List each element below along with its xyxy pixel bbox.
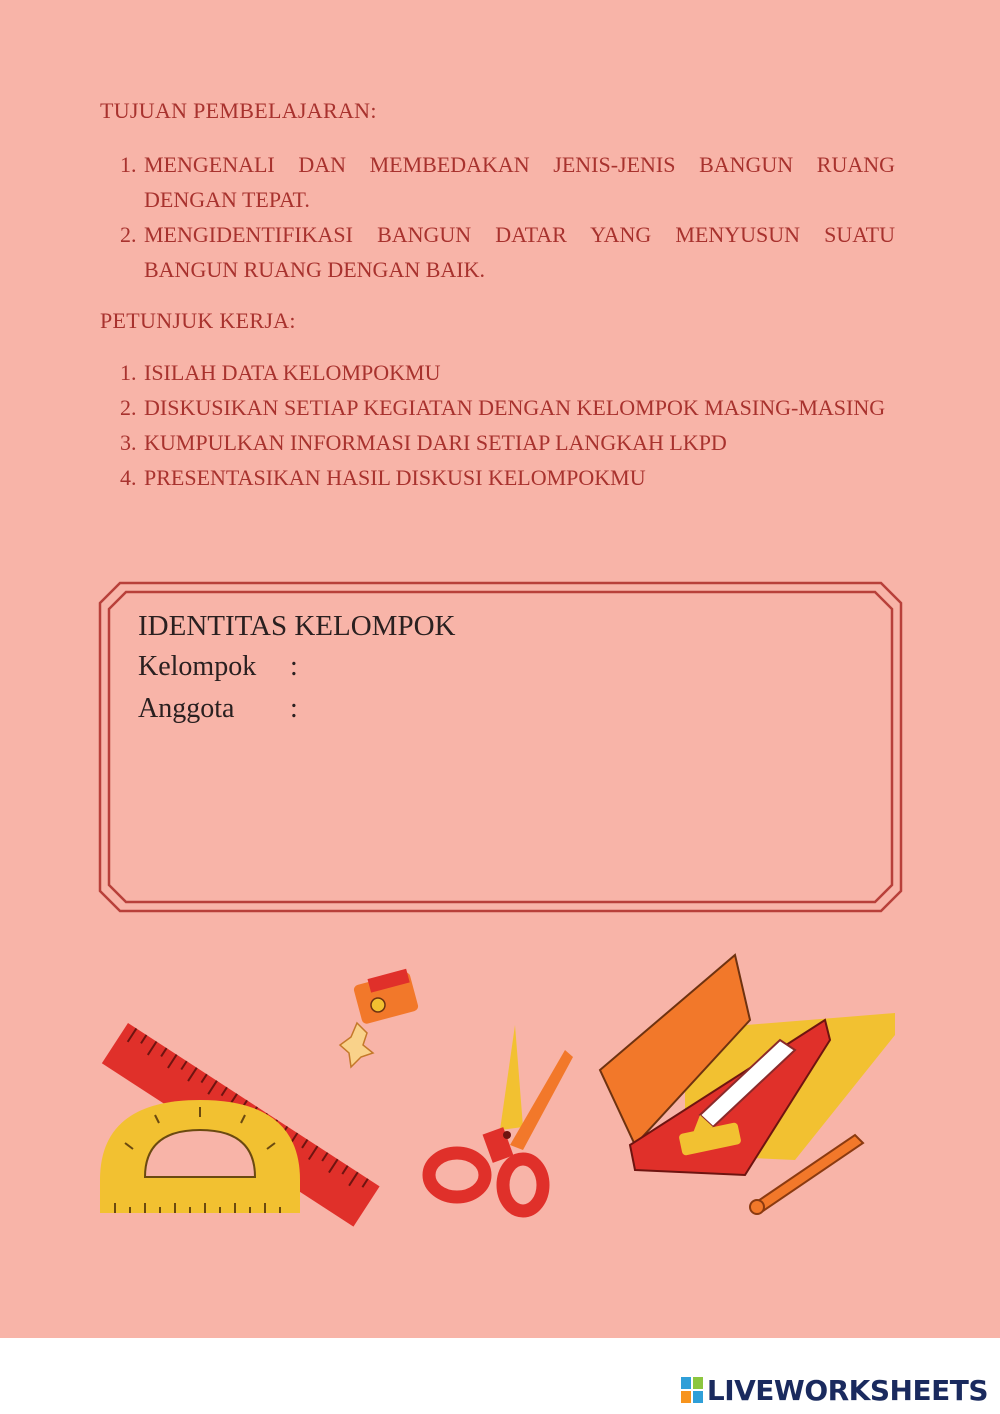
list-item [100, 217, 895, 287]
group-label: Kelompok [138, 651, 257, 682]
list-text: DISKUSIKAN SETIAP KEGIATAN DENGAN KELOMPOK MASING-MASING [144, 395, 886, 420]
group-separator: : [290, 651, 298, 682]
learning-objectives-list [100, 147, 895, 287]
list-text: PRESENTASIKAN HASIL DISKUSI KELOMPOKMU [144, 465, 646, 490]
pencil-case-icon [600, 955, 895, 1214]
list-item [100, 355, 895, 390]
liveworksheets-logo-icon [681, 1377, 703, 1403]
members-label: Anggota [138, 693, 235, 724]
list-number: 1. [120, 152, 137, 177]
learning-objectives-heading: TUJUAN PEMBELAJARAN: [100, 98, 377, 123]
footer-brand[interactable] [681, 1370, 988, 1410]
protractor-icon [100, 1100, 300, 1213]
list-number: 2. [120, 222, 137, 247]
list-text: MENGIDENTIFIKASI BANGUN DATAR YANG MENYUSUN SUATU BANGUN RUANG DENGAN BAIK. [144, 222, 895, 282]
members-field [138, 693, 298, 725]
brand-text: LIVEWORKSHEETS [706, 1373, 988, 1407]
list-number: 3. [120, 430, 137, 455]
list-item [100, 390, 895, 425]
list-text: MENGENALI DAN MEMBEDAKAN JENIS-JENIS BANGUN RUANG DENGAN TEPAT. [144, 152, 895, 212]
work-instructions-heading: PETUNJUK KERJA: [100, 308, 296, 333]
list-number: 2. [120, 395, 137, 420]
list-number: 4. [120, 465, 137, 490]
members-separator: : [290, 693, 298, 724]
list-item [100, 147, 895, 217]
scissors-icon [429, 1025, 573, 1211]
list-text: KUMPULKAN INFORMASI DARI SETIAP LANGKAH LKPD [144, 430, 727, 455]
list-text: ISILAH DATA KELOMPOKMU [144, 360, 441, 385]
list-item [100, 425, 895, 460]
sharpener-icon [340, 969, 419, 1067]
group-field [138, 651, 298, 683]
list-number: 1. [120, 360, 137, 385]
work-instructions-list [100, 355, 895, 495]
stationery-illustration [95, 945, 905, 1235]
identity-title: IDENTITAS KELOMPOK [138, 610, 456, 642]
list-item [100, 460, 895, 495]
